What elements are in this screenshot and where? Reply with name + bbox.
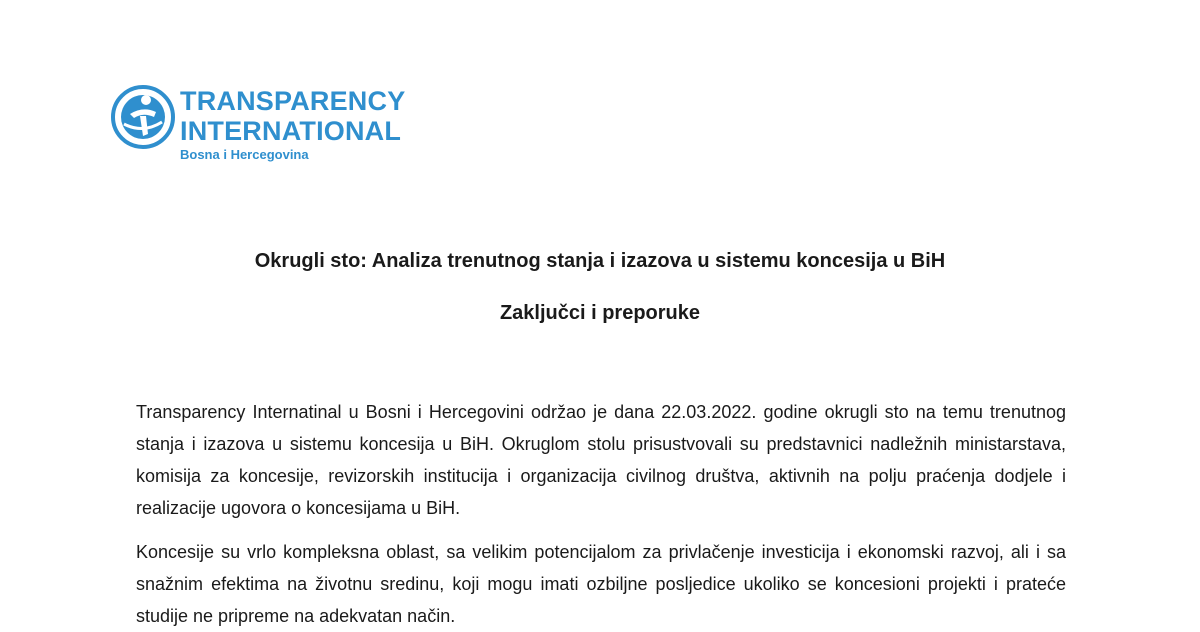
- transparency-international-logo: [110, 84, 405, 163]
- paragraph-2: Koncesije su vrlo kompleksna oblast, sa velikim potencijalom za privlačenje investicija i ekonomski razvoj, ali i sa snažnim efektima na životnu sredinu, koji mogu imati ozbiljne posljedice ukoliko se koncesioni projekti i prateće studije ne pripreme na adekvatan način.: [136, 542, 1066, 626]
- ti-globe-icon: [110, 84, 176, 150]
- paragraph-1: Transparency Internatinal u Bosni i Hercegovini održao je dana 22.03.2022. godine okrugli sto na temu trenutnog stanja i izazova u sistemu koncesija u BiH. Okruglom stolu prisustvovali su predstavnici nadležnih ministarstava, komisija za koncesije, revizorskih institucija i organizacija civilnog društva, aktivnih na polju praćenja dodjele i realizacije ugovora o koncesijama u BiH.: [136, 402, 1066, 518]
- document-subtitle: Zaključci i preporuke: [499, 302, 701, 324]
- logo-line-1: TRANSPARENCY: [180, 86, 406, 116]
- document-title: Okrugli sto: Analiza trenutnog stanja i izazova u sistemu koncesija u BiH: [254, 250, 946, 272]
- logo-subtitle: Bosna i Hercegovina: [180, 147, 309, 162]
- logo-line-2: INTERNATIONAL: [180, 116, 402, 146]
